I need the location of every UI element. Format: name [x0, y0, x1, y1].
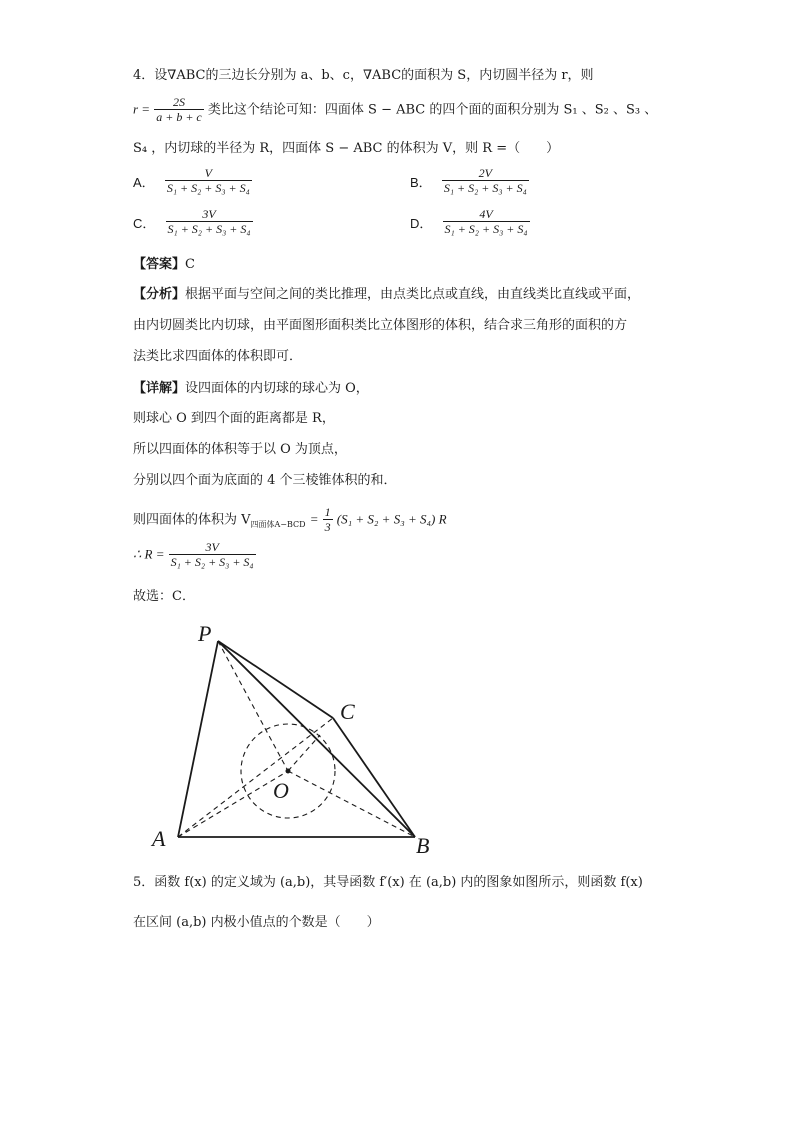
r-result-lhs: ∴ R = [133, 546, 165, 562]
volume-num: 1 [324, 505, 331, 519]
option-c-fraction [166, 207, 253, 237]
r-formula-fraction [154, 95, 204, 125]
detail-line1 [133, 380, 369, 398]
option-b-fraction [442, 166, 529, 196]
label-p: P [198, 621, 212, 646]
label-a: A [152, 826, 166, 851]
edge-cb [333, 718, 415, 837]
option-d[interactable] [410, 207, 530, 237]
answer-line [133, 256, 195, 274]
conclusion-line: 故选：C． [133, 589, 195, 604]
edge-pb [218, 641, 415, 837]
segment-ao [178, 771, 288, 837]
volume-text: 则四面体的体积为 V [133, 512, 251, 528]
label-o: O [273, 778, 289, 803]
option-a-fraction [165, 166, 252, 196]
label-c: C [340, 699, 355, 724]
detail-line2: 则球心 O 到四个面的距离都是 R， [133, 411, 335, 426]
answer-tag: 【答案】 [133, 257, 186, 272]
detail-text-1: 设四面体的内切球的球心为 O， [185, 381, 369, 396]
edge-pc [218, 641, 333, 718]
option-b[interactable] [410, 166, 529, 196]
analysis-text-1: 根据平面与空间之间的类比推理，由点类比点或直线，由直线类比直线或平面， [185, 287, 641, 302]
option-c-label: C． [133, 215, 156, 231]
detail-line4: 分别以四个面为底面的 4 个三棱锥体积的和． [133, 473, 397, 488]
analysis-line1 [133, 286, 640, 304]
center-o-point [286, 769, 291, 774]
detail-line5 [133, 505, 447, 535]
analysis-tag: 【分析】 [133, 287, 186, 302]
option-a[interactable] [133, 166, 252, 196]
volume-den: 3 [324, 520, 331, 534]
option-a-label: A． [133, 174, 155, 190]
option-d-den: S₁ + S₂ + S₃ + S₄ [444, 222, 528, 236]
r-formula-num: 2S [173, 95, 185, 109]
option-c-den: S₁ + S₂ + S₃ + S₄ [167, 222, 251, 236]
q4-stem-line2 [133, 95, 657, 125]
r-formula-lhs: r = [133, 101, 151, 117]
answer-value: C [185, 257, 195, 272]
volume-sum: (S₁ + S₂ + S₃ + S₄) R [336, 511, 447, 527]
volume-fraction [323, 505, 333, 535]
q5-stem-line2: 在区间 (a,b) 内极小值点的个数是（ ） [133, 915, 380, 930]
analysis-line3: 法类比求四面体的体积即可． [133, 349, 303, 364]
r-formula-den: a + b + c [156, 110, 202, 124]
analysis-line2: 由内切圆类比内切球，由平面图形面积类比立体图形的体积，结合求三角形的面积的方 [133, 318, 628, 333]
volume-eq: = [309, 511, 319, 527]
segment-ob [288, 771, 415, 837]
option-c-num: 3V [202, 207, 216, 221]
segment-po [218, 641, 288, 771]
option-d-fraction [443, 207, 530, 237]
option-a-den: S₁ + S₂ + S₃ + S₄ [166, 181, 250, 195]
edge-pa [178, 641, 218, 837]
option-d-num: 4V [479, 207, 493, 221]
segment-o-face [288, 735, 320, 771]
option-a-num: V [204, 166, 212, 180]
option-b-den: S₁ + S₂ + S₃ + S₄ [443, 181, 527, 195]
option-d-label: D． [410, 215, 433, 231]
volume-subscript: 四面体A−BCD [250, 520, 306, 530]
detail-line6 [133, 540, 256, 570]
q5-stem-line1: 5．函数 f(x) 的定义域为 (a,b)，其导函数 f′(x) 在 (a,b) 内的图象如图所示，则函数 f(x) [133, 875, 643, 890]
edge-ac-hidden [178, 718, 333, 837]
r-result-num: 3V [205, 540, 219, 554]
detail-tag: 【详解】 [133, 381, 186, 396]
detail-line3: 所以四面体的体积等于以 O 为顶点， [133, 442, 347, 457]
r-result-fraction [169, 540, 256, 570]
q4-stem-line1: 4．设∇ABC的三边长分别为 a、b、c，∇ABC的面积为 S，内切圆半径为 r，则 [133, 68, 594, 83]
r-result-den: S₁ + S₂ + S₃ + S₄ [170, 555, 254, 569]
label-b: B [416, 833, 430, 858]
option-c[interactable] [133, 207, 253, 237]
option-b-num: 2V [478, 166, 492, 180]
option-b-label: B． [410, 174, 432, 190]
q4-stem-line2-text: 类比这个结论可知：四面体 S − ABC 的四个面的面积分别为 S₁ 、S₂ 、S₃ 、 [207, 102, 658, 118]
tetrahedron-figure [140, 615, 450, 860]
q4-stem-line3: S₄ ，内切球的半径为 R，四面体 S − ABC 的体积为 V，则 R =（ ） [133, 141, 560, 156]
